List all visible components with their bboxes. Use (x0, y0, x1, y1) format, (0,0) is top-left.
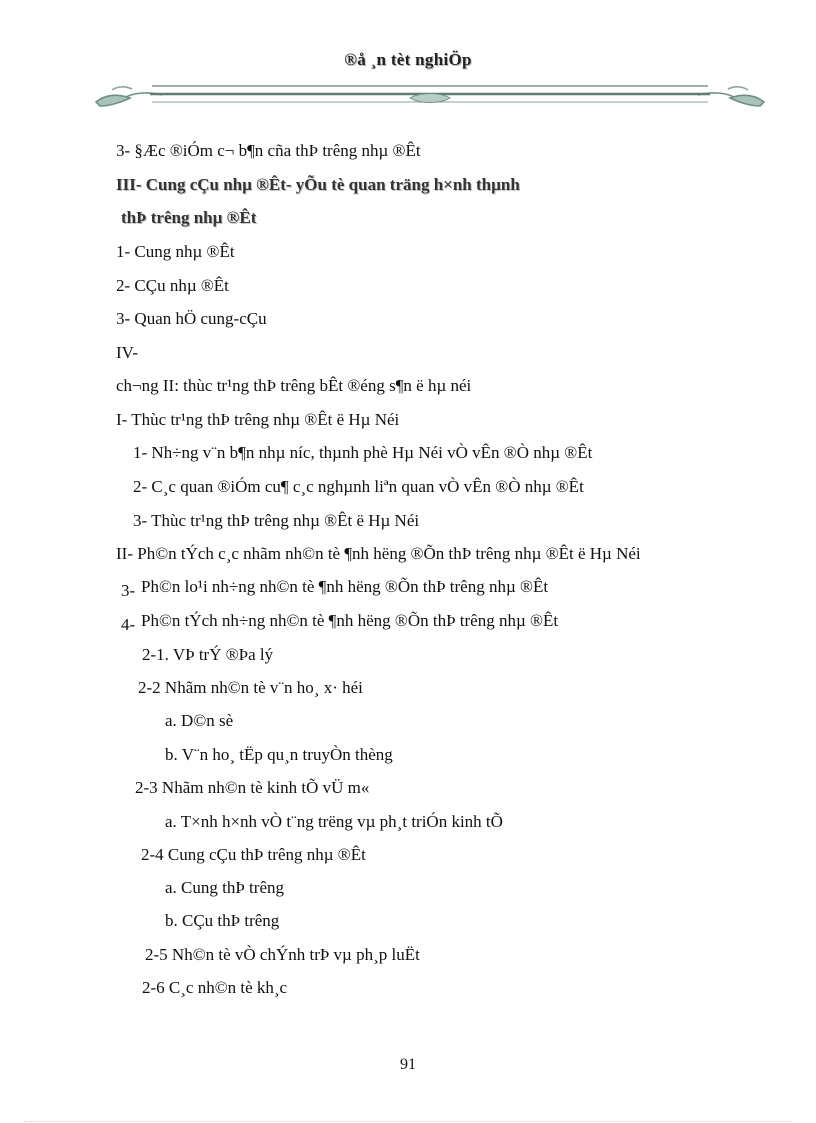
ornament-right-flourish (698, 87, 764, 106)
page-header-title: ®å ¸n tèt nghiÖp (344, 50, 472, 69)
toc-line: 3- Quan hÖ cung-cÇu (116, 309, 267, 328)
toc-line: 3- §Æc ®iÓm c¬ b¶n cña thÞ trêng nhµ ®Êt (116, 141, 421, 160)
toc-section-heading-continued: thÞ trêng nhµ ®Êt (121, 208, 257, 227)
toc-line: b. V¨n ho¸ tËp qu¸n truyÒn thèng (165, 745, 393, 764)
ornament-center-accent (410, 94, 450, 103)
toc-line: 3- Thùc tr¹ng thÞ trêng nhµ ®Êt ë Hµ Néi (133, 511, 420, 530)
toc-line: I- Thùc tr¹ng thÞ trêng nhµ ®Êt ë Hµ Néi (116, 410, 400, 429)
toc-line: 2-5 Nh©n tè vÒ chÝnh trÞ vµ ph¸p luËt (145, 945, 420, 964)
toc-line: 2-1. VÞ trÝ ®Þa lý (142, 645, 274, 664)
toc-line: b. CÇu thÞ trêng (165, 911, 280, 930)
toc-line: 2-2 Nhãm nh©n tè v¨n ho¸ x· héi (138, 678, 363, 697)
toc-list-marker: 3- (121, 581, 136, 600)
toc-line: 2- C¸c quan ®iÓm cu¶ c¸c nghµnh liªn quan vÒ vÊn ®Ò nhµ ®Êt (133, 477, 584, 496)
page-bottom-rule (24, 1121, 792, 1122)
toc-section-heading: III- Cung cÇu nhµ ®Êt- yÕu tè quan träng h×nh thµnh (116, 175, 520, 194)
page-number: 91 (400, 1056, 416, 1073)
ornamental-divider (92, 80, 768, 114)
toc-line: II- Ph©n tÝch c¸c nhãm nh©n tè ¶nh hëng ®Õn thÞ trêng nhµ ®Êt ë Hµ Néi (116, 544, 641, 563)
toc-line: Ph©n lo¹i nh÷ng nh©n tè ¶nh hëng ®Õn thÞ trêng nhµ ®Êt (141, 577, 549, 596)
toc-list-marker: 4- (121, 615, 136, 634)
toc-chapter-title: ch¬ng II: thùc tr¹ng thÞ trêng bÊt ®éng s¶n ë hµ néi (116, 376, 472, 395)
toc-line: IV- (116, 343, 139, 362)
toc-line: a. D©n sè (165, 711, 234, 730)
toc-line: 1- Nh÷ng v¨n b¶n nhµ níc, thµnh phè Hµ Néi vÒ vÊn ®Ò nhµ ®Êt (133, 443, 593, 462)
toc-line: a. T×nh h×nh vÒ t¨ng trëng vµ ph¸t triÓn kinh tÕ (165, 812, 503, 831)
toc-line: 2-6 C¸c nh©n tè kh¸c (142, 978, 288, 997)
ornament-left-flourish (96, 87, 162, 106)
toc-line: Ph©n tÝch nh÷ng nh©n tè ¶nh hëng ®Õn thÞ trêng nhµ ®Êt (141, 611, 559, 630)
toc-line: 1- Cung nhµ ®Êt (116, 242, 235, 261)
toc-line: 2-3 Nhãm nh©n tè kinh tÕ vÜ m« (135, 778, 370, 797)
toc-line: a. Cung thÞ trêng (165, 878, 284, 897)
toc-line: 2-4 Cung cÇu thÞ trêng nhµ ®Êt (141, 845, 366, 864)
toc-line: 2- CÇu nhµ ®Êt (116, 276, 229, 295)
